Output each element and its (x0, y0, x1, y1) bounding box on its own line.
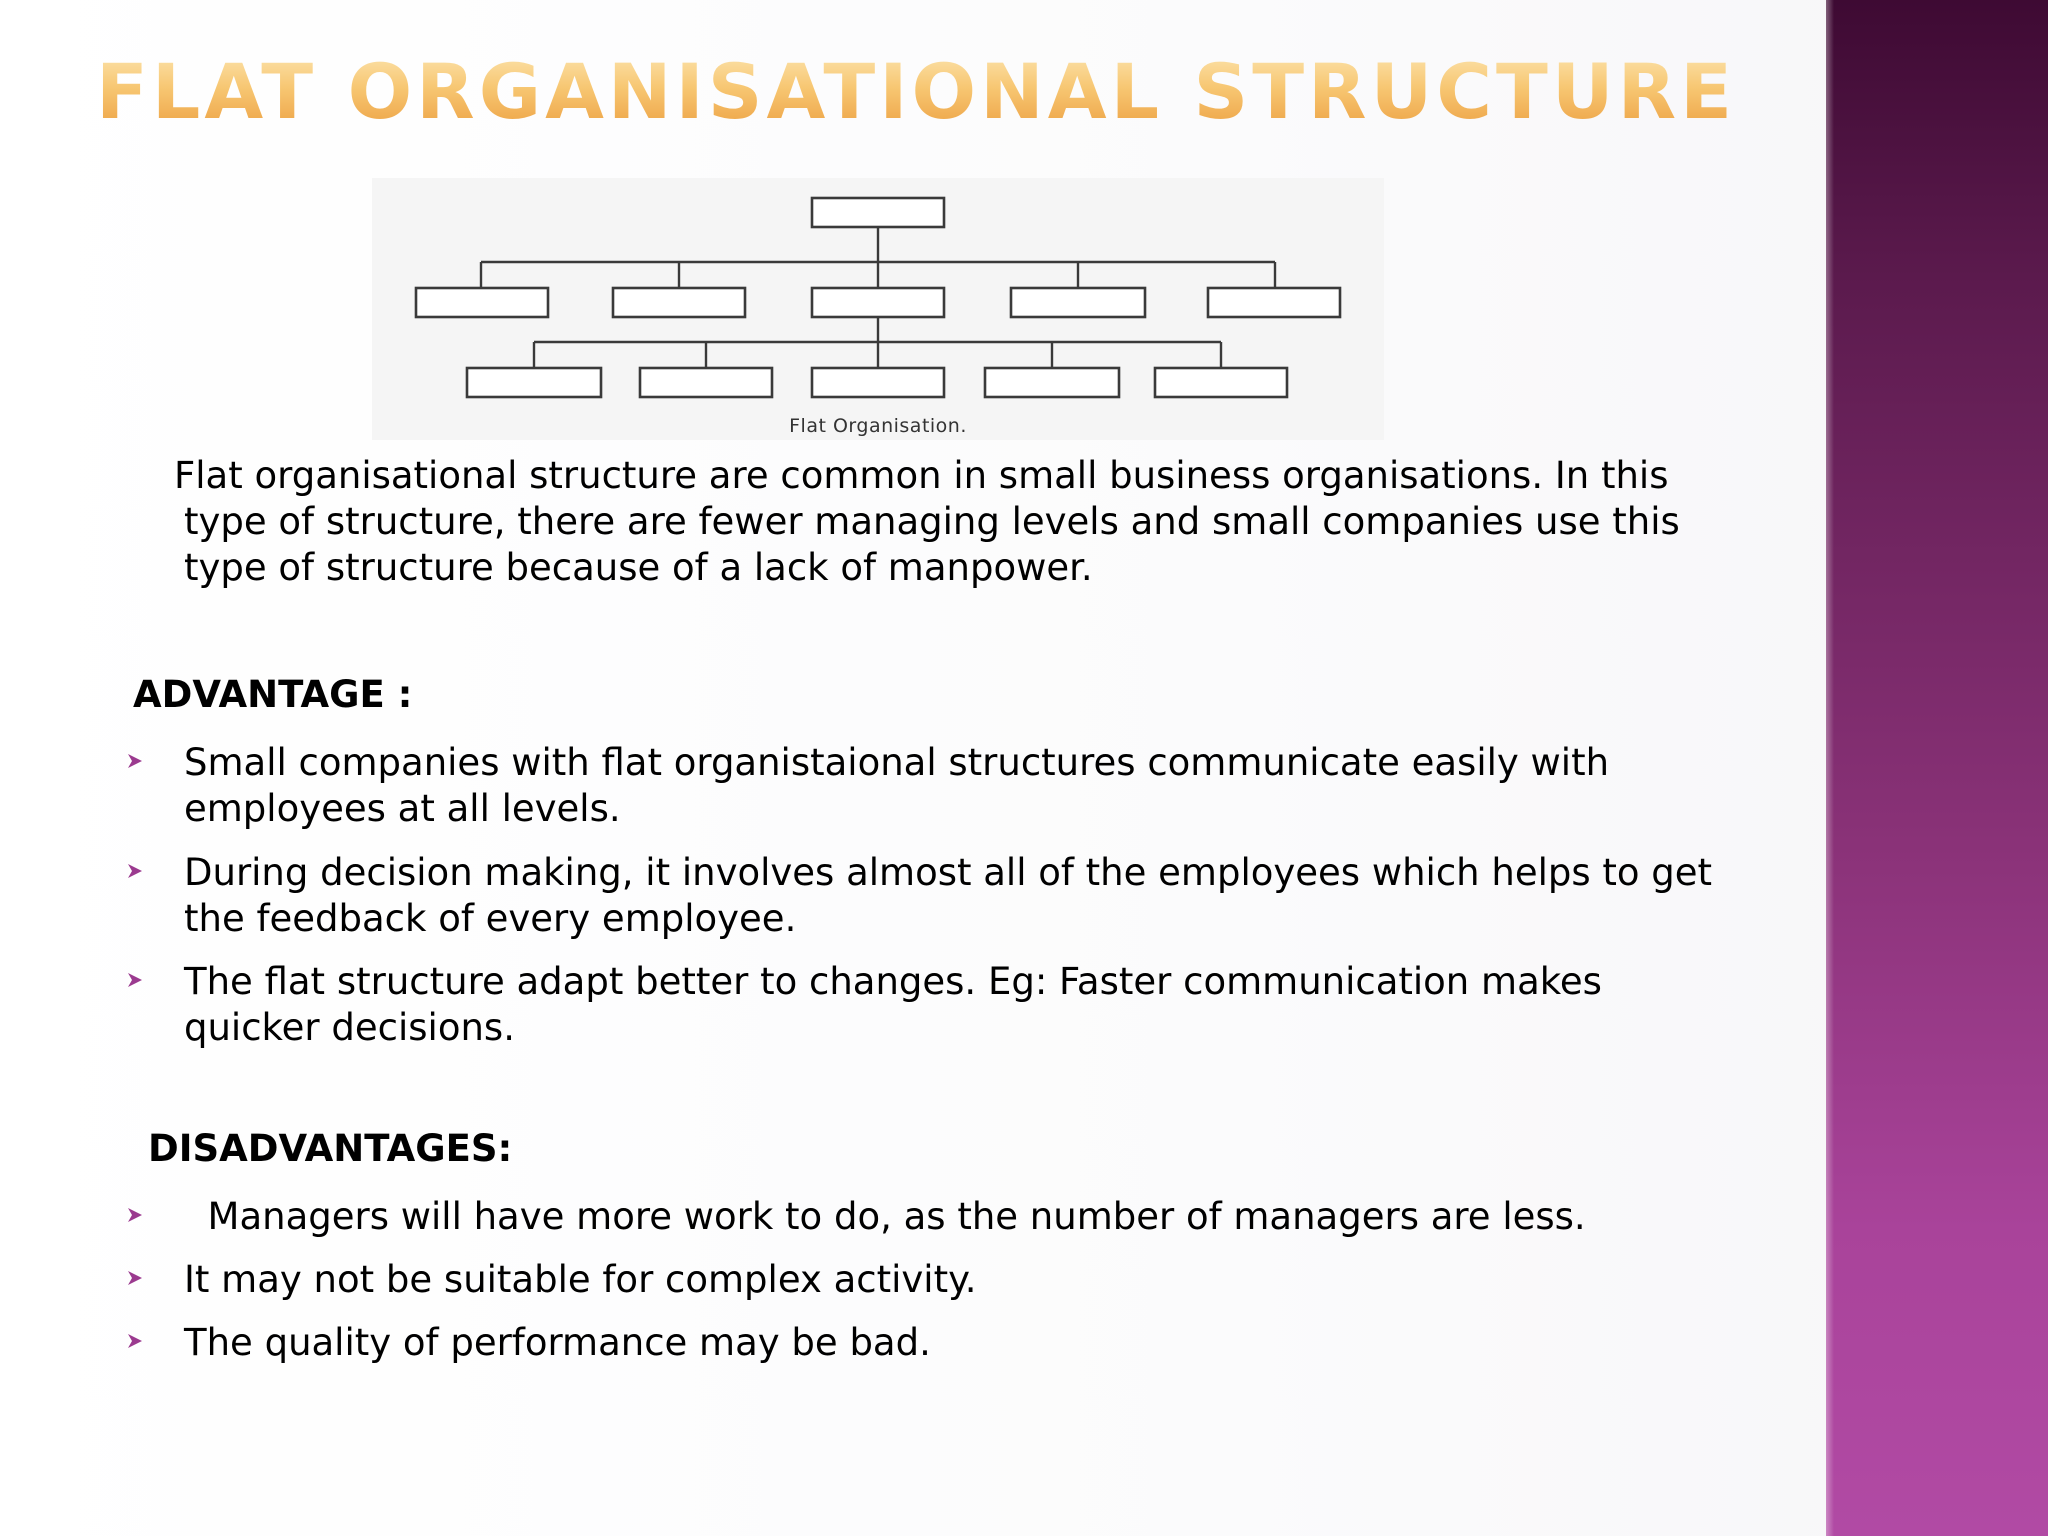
arrow-bullet-icon (126, 752, 144, 770)
disadvantage-text: The quality of performance may be bad. (184, 1321, 931, 1364)
org-box-level1 (1011, 288, 1145, 317)
org-chart-diagram (372, 178, 1384, 440)
org-box-level1 (416, 288, 548, 317)
org-box-level2 (812, 368, 944, 397)
arrow-bullet-icon (126, 1206, 144, 1224)
advantage-text: During decision making, it involves almost all of the employees which helps to get the feedback of every employee. (184, 851, 1713, 940)
disadvantages-heading: DISADVANTAGES: (148, 1127, 513, 1170)
arrow-bullet-icon (126, 971, 144, 989)
slide-title: FLAT ORGANISATIONAL STRUCTURE (96, 44, 1736, 140)
org-box-level2 (467, 368, 601, 397)
org-box-level2 (985, 368, 1119, 397)
org-box-level1 (1208, 288, 1340, 317)
decorative-side-bar (1826, 0, 2048, 1536)
diagram-caption: Flat Organisation. (789, 415, 967, 437)
org-box-level2 (1155, 368, 1287, 397)
arrow-bullet-icon (126, 1332, 144, 1350)
disadvantage-text: It may not be suitable for complex activity. (184, 1258, 977, 1301)
intro-paragraph: Flat organisational structure are common in small business organisations. In this type of structure, there are fewer managing levels and small companies use this type of structure because of a lack of manpower. (174, 454, 1680, 589)
advantage-text: The flat structure adapt better to changes. Eg: Faster communication makes quicker decisions. (184, 960, 1602, 1049)
org-box-top (812, 198, 944, 227)
org-box-level2 (640, 368, 772, 397)
org-chart-svg (372, 178, 1384, 440)
advantages-heading: ADVANTAGE : (133, 673, 413, 716)
disadvantage-text: Managers will have more work to do, as the number of managers are less. (184, 1195, 1586, 1238)
org-box-level1 (812, 288, 944, 317)
org-box-level1 (613, 288, 745, 317)
arrow-bullet-icon (126, 1269, 144, 1287)
arrow-bullet-icon (126, 862, 144, 880)
advantage-text: Small companies with flat organistaional structures communicate easily with employees at all levels. (184, 741, 1610, 830)
